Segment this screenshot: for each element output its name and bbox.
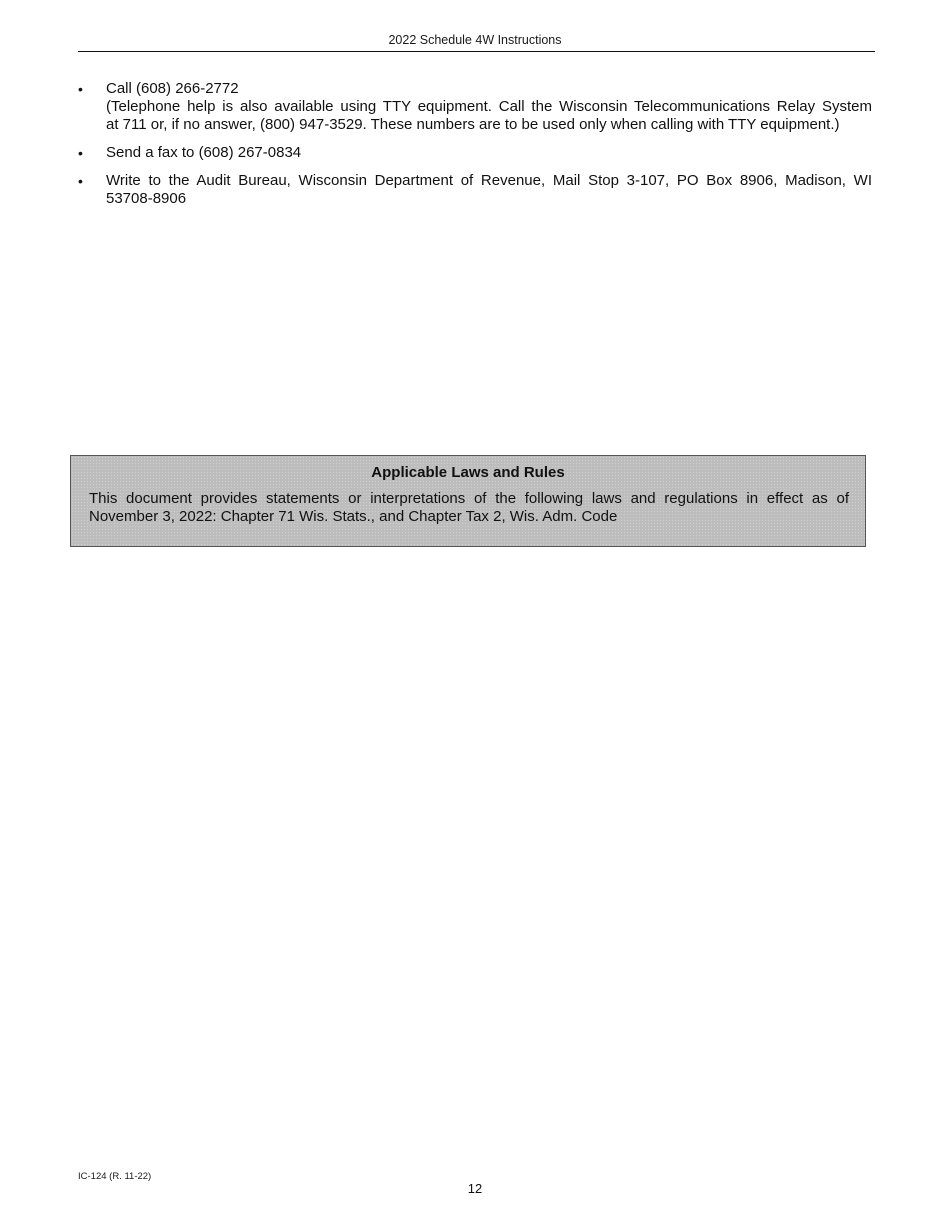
- bullet-marker: •: [78, 81, 83, 97]
- contact-item-fax: [78, 144, 872, 162]
- applicable-laws-line-2: November 3, 2022: Chapter 71 Wis. Stats., and Chapter Tax 2, Wis. Adm. Code: [89, 508, 618, 525]
- fax-line: Send a fax to (608) 267-0834: [106, 144, 302, 161]
- applicable-laws-box: [70, 455, 866, 547]
- contact-item-phone: [78, 80, 872, 134]
- applicable-laws-title: Applicable Laws and Rules: [371, 464, 565, 481]
- applicable-laws-text: [89, 490, 849, 526]
- applicable-laws-line-1: This document provides statements or interpretations of the following laws and regulations in effect as of: [89, 490, 849, 507]
- mail-address-line-1: Write to the Audit Bureau, Wisconsin Department of Revenue, Mail Stop 3-107, PO Box 8906, Madison, WI: [106, 172, 872, 189]
- form-id: IC-124 (R. 11-22): [78, 1171, 152, 1182]
- tty-note-line-1: (Telephone help is also available using TTY equipment. Call the Wisconsin Telecommunications Relay System: [106, 98, 872, 115]
- contact-list: [78, 80, 872, 218]
- page-number: 12: [467, 1181, 483, 1196]
- tty-note-line-2: at 711 or, if no answer, (800) 947-3529. These numbers are to be used only when calling with TTY equipment.): [106, 116, 840, 133]
- page-header-title: 2022 Schedule 4W Instructions: [388, 33, 562, 47]
- bullet-marker: •: [78, 145, 83, 161]
- phone-line: Call (608) 266-2772: [106, 80, 239, 97]
- header-divider: [78, 51, 875, 52]
- bullet-marker: •: [78, 173, 83, 189]
- mail-address-line-2: 53708-8906: [106, 190, 187, 207]
- contact-item-mail: [78, 172, 872, 208]
